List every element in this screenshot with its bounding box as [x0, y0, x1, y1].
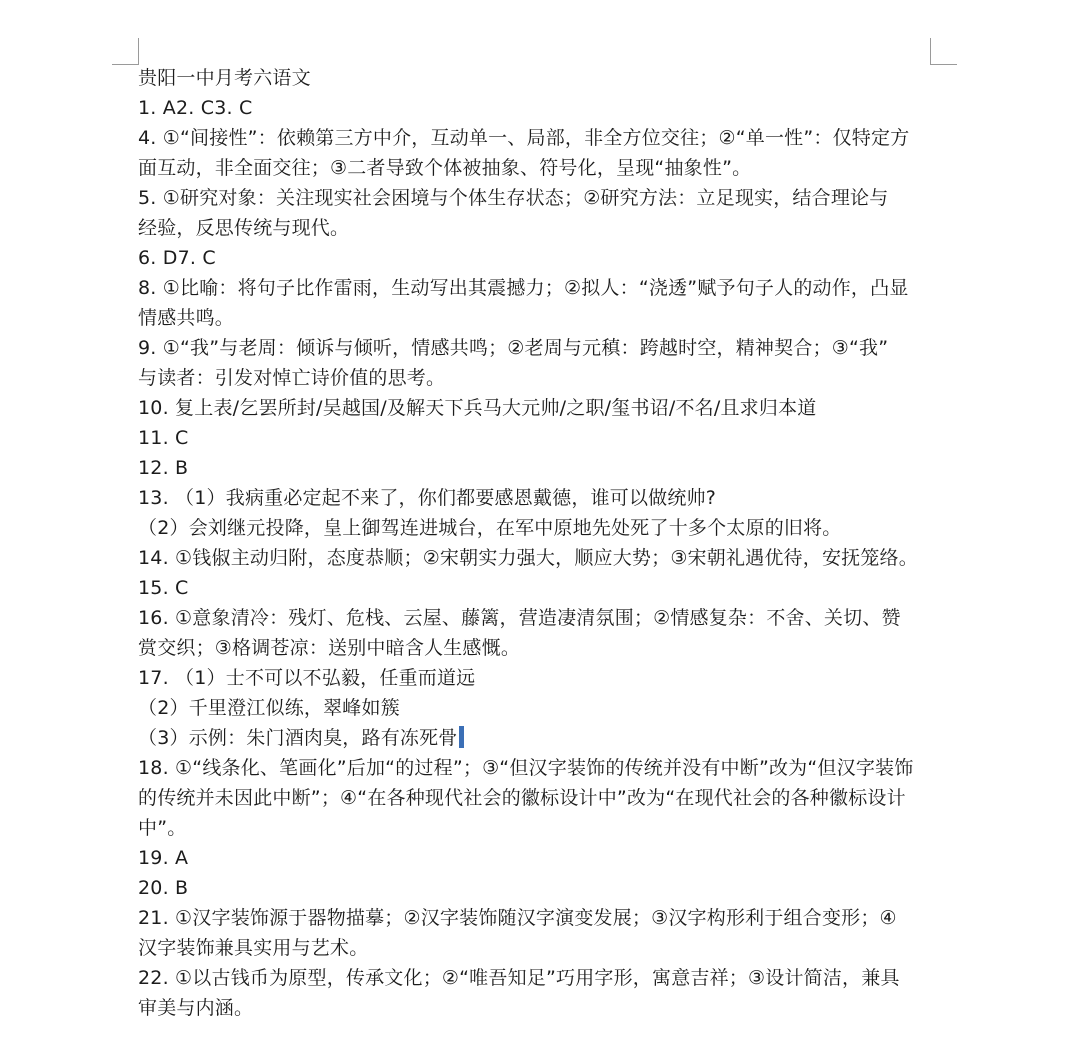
answer-line: 9. ①“我”与老周：倾诉与倾听，情感共鸣；②老周与元稹：跨越时空，精神契合；③“我” — [138, 337, 889, 359]
answer-line-text: （3）示例：朱门酒肉臭，路有冻死骨 — [138, 727, 458, 749]
page-margin-corner-top-left — [112, 38, 139, 65]
answer-line: 12. B — [138, 457, 189, 479]
answer-line: 中”。 — [138, 817, 187, 839]
answer-line: 与读者：引发对悼亡诗价值的思考。 — [138, 367, 446, 389]
answer-line: 21. ①汉字装饰源于器物描摹；②汉字装饰随汉字演变发展；③汉字构形利于组合变形；④ — [138, 907, 897, 929]
answer-line: 16. ①意象清冷：残灯、危栈、云屋、藤篱，营造凄清氛围；②情感复杂：不舍、关切、赞 — [138, 607, 901, 629]
answer-line: （2）会刘继元投降，皇上御驾连进城台，在军中原地先处死了十多个太原的旧将。 — [138, 517, 842, 539]
answer-line: 10. 复上表/乞罢所封/吴越国/及解天下兵马大元帅/之职/玺书诏/不名/且求归本道 — [138, 397, 817, 419]
answer-line: 情感共鸣。 — [138, 307, 235, 329]
answer-line: 经验，反思传统与现代。 — [138, 217, 350, 239]
answer-line: 22. ①以古钱币为原型，传承文化；②“唯吾知足”巧用字形，寓意吉祥；③设计简洁，兼具 — [138, 967, 900, 989]
answer-line: 17. （1）士不可以不弘毅，任重而道远 — [138, 667, 476, 689]
answer-line: 14. ①钱俶主动归附，态度恭顺；②宋朝实力强大，顺应大势；③宋朝礼遇优待，安抚笼络。 — [138, 547, 918, 569]
answer-line: 汉字装饰兼具实用与艺术。 — [138, 937, 369, 959]
document-title: 贵阳一中月考六语文 — [138, 67, 311, 89]
answer-line: 的传统并未因此中断”；④“在各种现代社会的徽标设计中”改为“在现代社会的各种徽标设计 — [138, 787, 906, 809]
answer-line: 面互动，非全面交往；③二者导致个体被抽象、符号化，呈现“抽象性”。 — [138, 157, 752, 179]
answer-line: 18. ①“线条化、笔画化”后加“的过程”；③“但汉字装饰的传统并没有中断”改为“但汉字装饰 — [138, 757, 914, 779]
answer-line: 20. B — [138, 877, 189, 899]
answer-line: 6. D7. C — [138, 247, 216, 269]
answer-line: 11. C — [138, 427, 189, 449]
answer-line: 4. ①“间接性”：依赖第三方中介，互动单一、局部，非全方位交往；②“单一性”：仅特定方 — [138, 127, 910, 149]
answer-line: （2）千里澄江似练，翠峰如簇 — [138, 697, 400, 719]
answer-line: 1. A2. C3. C — [138, 97, 253, 119]
document-body[interactable] — [138, 63, 938, 1023]
answer-line: 15. C — [138, 577, 189, 599]
answer-line: 8. ①比喻：将句子比作雷雨，生动写出其震撼力；②拟人：“浇透”赋予句子人的动作，凸显 — [138, 277, 909, 299]
answer-line: 赏交织；③格调苍凉：送别中暗含人生感慨。 — [138, 637, 521, 659]
answer-line: 13. （1）我病重必定起不来了，你们都要感恩戴德，谁可以做统帅? — [138, 487, 717, 509]
answer-line: 5. ①研究对象：关注现实社会困境与个体生存状态；②研究方法：立足现实，结合理论与 — [138, 187, 889, 209]
answer-line-with-cursor — [138, 723, 938, 753]
text-cursor — [459, 726, 464, 748]
answer-line: 审美与内涵。 — [138, 997, 254, 1019]
page-margin-corner-top-right — [930, 38, 957, 65]
answer-line: 19. A — [138, 847, 189, 869]
